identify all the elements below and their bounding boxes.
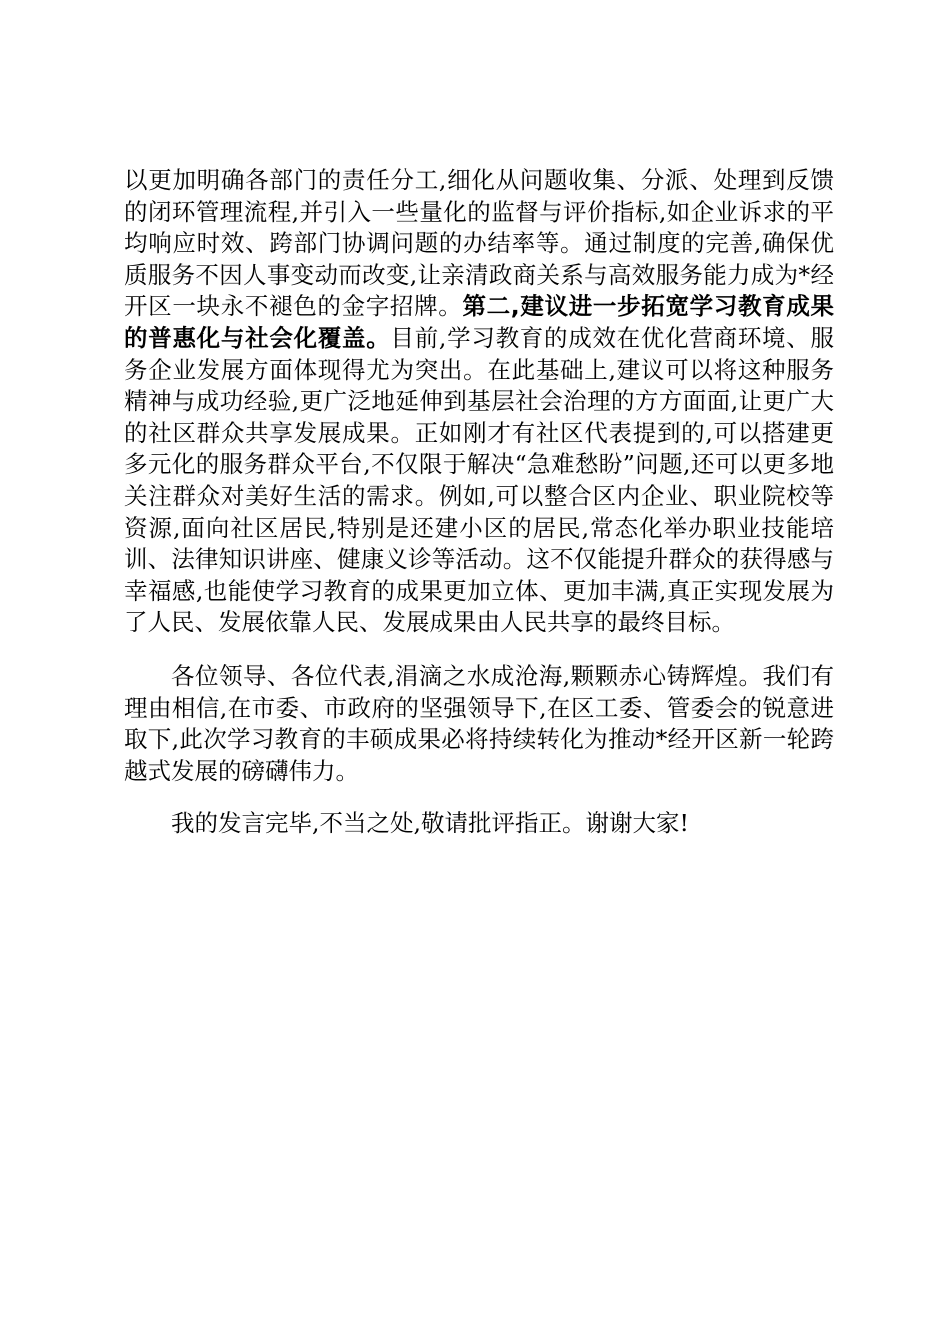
paragraph-text: 以更加明确各部门的责任分工,细化从问题收集、分派、处理到反馈的闭环管理流程,并引入一些量化的监督与评价指标,如企业诉求的平均响应时效、跨部门协调问题的办结率等。通过制度的完善,确保优质服务不因人事变动而改变,让亲清政商关系与高效服务能力成为*经开区一块永不褪色的金字招牌。 xyxy=(124,166,834,321)
paragraph-closing-remarks: 各位领导、各位代表,涓滴之水成沧海,颗颗赤心铸辉煌。我们有理由相信,在市委、市政府的坚强领导下,在区工委、管委会的锐意进取下,此次学习教育的丰硕成果必将持续转化为推动*经开区新一轮跨越式发展的磅礴伟力。 xyxy=(124,661,834,785)
paragraph-final-thanks: 我的发言完毕,不当之处,敬请批评指正。谢谢大家! xyxy=(171,809,689,838)
document-page xyxy=(124,165,834,840)
paragraph-continuation xyxy=(124,165,834,639)
paragraph-text: 目前,学习教育的成效在优化营商环境、服务企业发展方面体现得尤为突出。在此基础上,建议可以将这种服务精神与成功经验,更广泛地延伸到基层社会治理的方方面面,让更广大的社区群众共享发展成果。正如刚才有社区代表提到的,可以搭建更多元化的服务群众平台,不仅限于解决“急难愁盼”问题,还可以更多地关注群众对美好生活的需求。例如,可以整合区内企业、职业院校等资源,面向社区居民,特别是还建小区的居民,常态化举办职业技能培训、法律知识讲座、健康义诊等活动。这不仅能提升群众的获得感与幸福感,也能使学习教育的成果更加立体、更加丰满,真正实现发展为了人民、发展依靠人民、发展成果由人民共享的最终目标。 xyxy=(124,323,834,637)
paragraph-bold-heading: 第二,建议进一步拓宽学习教育成果的普惠化与社会化覆盖。 xyxy=(124,292,834,352)
